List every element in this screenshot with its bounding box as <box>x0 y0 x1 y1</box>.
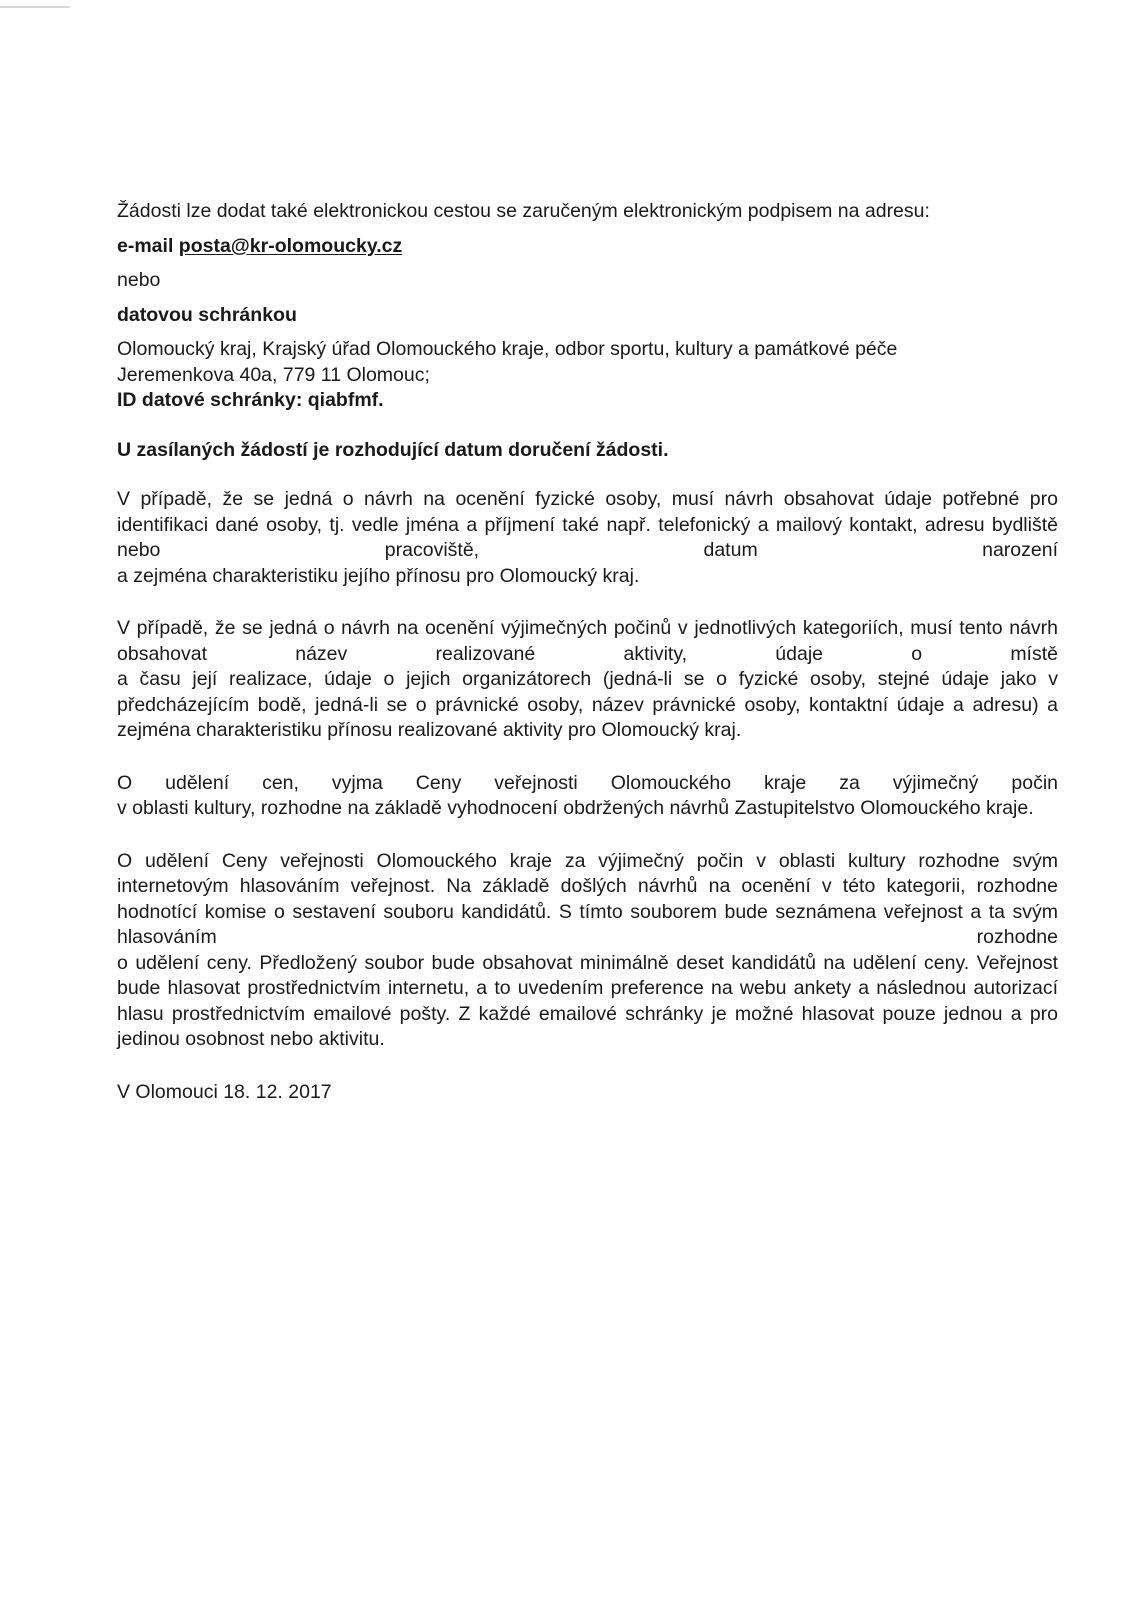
awards-paragraph-end: v oblasti kultury, rozhodne na základě vyhodnocení obdržených návrhů Zastupitelstvo Olomouckého kraje. <box>117 797 1034 819</box>
deeds-paragraph <box>117 616 1058 744</box>
public-vote-paragraph-end: o udělení ceny. Předložený soubor bude obsahovat minimálně deset kandidátů na udělení ceny. Veřejnost bude hlasovat prostřednictvím internetu, a to uvedením preference na webu ankety a následnou autorizací hlasu prostřednictvím emailové pošty. Z každé emailové schránky je možné hlasovat pouze jednou a pro jedinou osobnost nebo aktivitu. <box>117 951 1058 1050</box>
scan-edge-mark <box>0 6 70 8</box>
public-vote-paragraph <box>117 849 1058 1053</box>
email-line <box>117 234 1058 260</box>
office-address-line-1: Olomoucký kraj, Krajský úřad Olomouckého kraje, odbor sportu, kultury a památkové péče <box>117 338 898 360</box>
deeds-paragraph-end: a času její realizace, údaje o jejich organizátorech (jedná-li se o fyzické osoby, stejné údaje jako v předcházejícím bodě, jedná-li se o právnické osoby, název právnické osoby, kontaktní údaje a adresu) a zejména charakteristiku přínosu realizované aktivity pro Olomoucký kraj. <box>117 668 1058 741</box>
person-paragraph <box>117 487 1058 589</box>
place-and-date: V Olomouci 18. 12. 2017 <box>117 1080 332 1103</box>
awards-paragraph-main: O udělení cen, vyjma Ceny veřejnosti Olomouckého kraje za výjimečný počin <box>117 771 1058 794</box>
delivery-notice: U zasílaných žádostí je rozhodující datum doručení žádosti. <box>117 438 669 461</box>
document-body <box>117 199 1058 1105</box>
person-paragraph-end: a zejména charakteristiku jejího přínosu pro Olomoucký kraj. <box>117 564 640 587</box>
awards-paragraph <box>117 771 1058 822</box>
databox-id: ID datové schránky: qiabfmf. <box>117 389 384 411</box>
intro-paragraph: Žádosti lze dodat také elektronickou cestou se zaručeným elektronickým podpisem na adresu: <box>117 200 930 222</box>
public-vote-paragraph-main: O udělení Ceny veřejnosti Olomouckého kraje za výjimečný počin v oblasti kultury rozhodne svým internetovým hlasováním veřejnost. Na základě došlých návrhů na ocenění v této kategorii, rozhodne hodnotící komise o sestavení souboru kandidátů. S tímto souborem bude seznámena veřejnost a ta svým hlasováním rozhodne <box>117 849 1058 948</box>
email-link[interactable]: posta@kr-olomoucky.cz <box>178 234 403 257</box>
deeds-paragraph-main: V případě, že se jedná o návrh na ocenění výjimečných počinů v jednotlivých kategoriích, musí tento návrh obsahovat název realizované aktivity, údaje o místě <box>117 617 1058 665</box>
person-paragraph-main: V případě, že se jedná o návrh na ocenění fyzické osoby, musí návrh obsahovat údaje potřebné pro identifikaci dané osoby, tj. vedle jména a příjmení také např. telefonický a mailový kontakt, adresu bydliště nebo pracoviště, datum narození <box>117 488 1058 561</box>
office-address-line-2: Jeremenkova 40a, 779 11 Olomouc; <box>117 363 430 386</box>
or-text: nebo <box>117 269 161 291</box>
databox-heading: datovou schránkou <box>117 303 297 326</box>
email-label: e-mail <box>117 234 174 257</box>
